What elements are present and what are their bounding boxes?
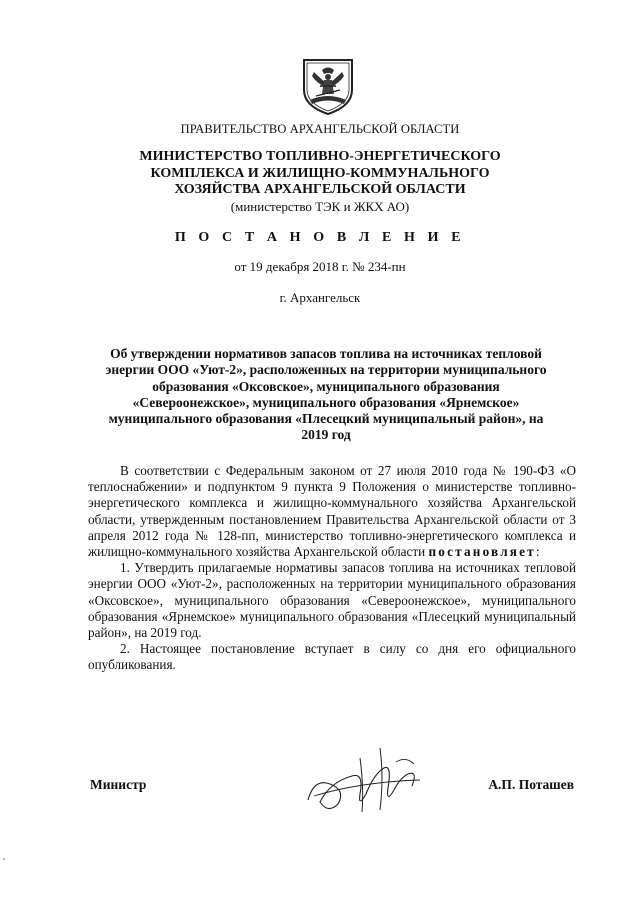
title-line: энергии ООО «Уют-2», расположенных на территории муниципального <box>105 362 547 378</box>
decree-word: постановляет <box>428 544 536 560</box>
document-body <box>88 463 576 674</box>
item-2-paragraph: 2. Настоящее постановление вступает в силу со дня его официального опубликования. <box>88 641 576 673</box>
document-city: г. Архангельск <box>279 290 361 305</box>
scan-speck <box>3 858 5 860</box>
preamble-paragraph: В соответствии с Федеральным законом от 27 июля 2010 года № 190-ФЗ «О теплоснабжении» и подпунктом 9 пункта 9 Положения о министерстве топливно-энергетического комплекса и жилищно-коммунального хозяйства Архангельской области, утвержденным постановлением Правительства Архангельской области от 3 апреля 2012 года № 128-пп, министерство топливно-энергетического комплекса и жилищно-коммунального хозяйства Архангельской области постановляет: <box>88 463 576 560</box>
title-line: Об утверждении нормативов запасов топлива на источниках тепловой <box>110 346 542 361</box>
government-name: ПРАВИТЕЛЬСТВО АРХАНГЕЛЬСКОЙ ОБЛАСТИ <box>180 122 460 136</box>
ministry-name <box>0 149 640 199</box>
title-line: муниципального образования «Плесецкий муниципальный район», на <box>108 411 544 427</box>
signatory-name: А.П. Поташев <box>488 777 574 792</box>
ministry-line: КОМПЛЕКСА И ЖИЛИЩНО-КОММУНАЛЬНОГО <box>150 165 490 181</box>
ministry-line: ХОЗЯЙСТВА АРХАНГЕЛЬСКОЙ ОБЛАСТИ <box>174 182 466 197</box>
signatory-position: Министр <box>90 777 147 792</box>
ministry-short-name: (министерство ТЭК и ЖКХ АО) <box>230 199 410 214</box>
title-line: образования «Оксовское», муниципального образования <box>152 378 500 394</box>
handwritten-signature <box>300 738 430 818</box>
title-line: 2019 год <box>301 427 351 443</box>
coat-of-arms-emblem <box>298 56 358 116</box>
ministry-line: МИНИСТЕРСТВО ТОПЛИВНО-ЭНЕРГЕТИЧЕСКОГО <box>139 149 501 164</box>
preamble-text: В соответствии с Федеральным законом от 27 июля 2010 года № 190-ФЗ «О теплоснабжении» и подпунктом 9 пункта 9 Положения о министерстве топливно-энергетического комплекса и жилищно-коммунального хозяйства Архангельской области, утвержденным постановлением Правительства Архангельской области от 3 апреля 2012 года № 128-пп, министерство топливно-энергетического комплекса и жилищно-коммунального хозяйства Архангельской области <box>88 463 576 560</box>
item-1-paragraph: 1. Утвердить прилагаемые нормативы запасов топлива на источниках тепловой энергии ООО «Уют-2», расположенных на территории муниципального образования «Оксовское», муниципального образования «Североонежское», муниципального образования «Ярнемское» муниципального образования «Плесецкий муниципальный район», на 2019 год. <box>88 560 576 641</box>
title-line: «Североонежское», муниципального образования «Ярнемское» <box>132 394 520 410</box>
document-date-number: от 19 декабря 2018 г. № 234-пн <box>234 259 406 274</box>
document-type: П О С Т А Н О В Л Е Н И Е <box>174 230 466 245</box>
document-title <box>88 346 564 444</box>
